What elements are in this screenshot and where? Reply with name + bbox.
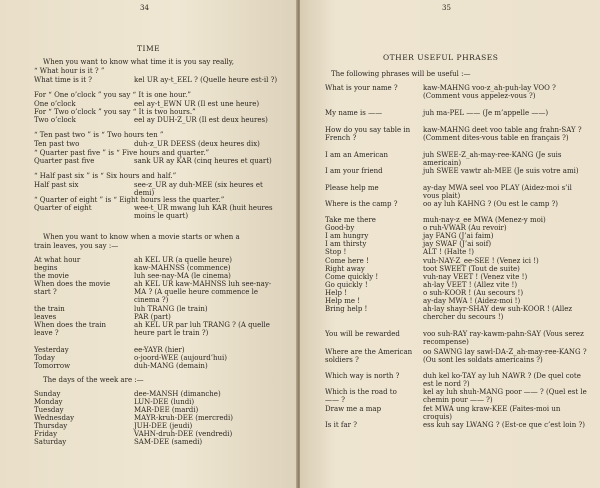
intro-line: train leaves, you say :— bbox=[34, 242, 119, 250]
english-phrase: Ten past two bbox=[34, 140, 80, 148]
phrase-row bbox=[325, 372, 587, 388]
day-row bbox=[34, 398, 282, 406]
day-row bbox=[34, 414, 282, 422]
phrase-row bbox=[34, 204, 282, 220]
french-phrase: kaw-MAHNG voo-z_ah-puh-lay VOO ? (Comment vous appelez-vous ?) bbox=[423, 84, 556, 100]
french-phrase: duh-z_UR DEESS (deux heures dix) bbox=[134, 140, 260, 148]
right-page bbox=[300, 0, 600, 488]
french-phrase: eel ay DUH-Z_UR (Il est deux heures) bbox=[134, 116, 268, 124]
french-phrase: see-z_UR ay duh-MEE (six heures et demi) bbox=[134, 181, 263, 197]
phrase-row bbox=[325, 281, 587, 289]
english-phrase: Bring help ! bbox=[325, 305, 368, 313]
english-phrase: “ Half past six ” is “ Six hours and half.” bbox=[34, 172, 177, 180]
french-phrase: PAR (part) bbox=[134, 313, 171, 321]
french-phrase: duh kel ko-TAY ay luh NAWR ? (De quel cote est le nord ?) bbox=[423, 372, 581, 388]
intro-line: When you want to know what time it is you say really, bbox=[43, 58, 234, 66]
phrase-row bbox=[325, 257, 587, 265]
french-phrase: ah-lay shayr-SHAY dew suh-KOOR ! (Allez chercher du secours !) bbox=[423, 305, 573, 321]
french-phrase: oo SAWNG lay sawl-DA-Z_ah-may-ree-KANG ? (Ou sont les soldats americains ?) bbox=[423, 348, 587, 364]
english-phrase: Go quickly ! bbox=[325, 281, 368, 289]
phrase-row bbox=[325, 84, 587, 108]
phrase-row bbox=[34, 362, 282, 370]
phrase-row bbox=[34, 108, 282, 116]
french-phrase: kel ay luh shuh-MANG poor —— ? (Quel est le chemin pour —— ?) bbox=[423, 388, 587, 404]
day-row bbox=[34, 390, 282, 398]
french-phrase: vuh-nay VEET ! (Venez vite !) bbox=[423, 273, 528, 281]
english-phrase: I am an American bbox=[325, 151, 388, 159]
french-phrase: ee-YAYR (hier) bbox=[134, 346, 185, 354]
phrase-row bbox=[325, 167, 587, 183]
day-french: JUH-DEE (jeudi) bbox=[134, 422, 193, 430]
english-phrase: leaves bbox=[34, 313, 57, 321]
day-french: dee-MANSH (dimanche) bbox=[134, 390, 221, 398]
section-title: OTHER USEFUL PHRASES bbox=[383, 53, 499, 62]
section-title: TIME bbox=[137, 44, 161, 53]
french-phrase: ALT ! (Halte !) bbox=[423, 248, 475, 256]
english-phrase: Quarter past five bbox=[34, 157, 95, 165]
french-phrase: juh ma-PEL —— (Je m’appelle ——) bbox=[423, 109, 549, 117]
english-phrase: “ Quarter past five ” is “ Five hours and quarter.” bbox=[34, 149, 210, 157]
english-phrase: You will be rewarded bbox=[325, 330, 400, 338]
day-french: LUN-DEE (lundi) bbox=[134, 398, 195, 406]
french-phrase: juh SWEE vawtr ah-MEE (Je suis votre ami) bbox=[423, 167, 579, 175]
french-phrase: toot SWEET (Tout de suite) bbox=[423, 265, 520, 273]
french-phrase: juh SWEE-Z_ah-may-ree-KANG (Je suis americain) bbox=[423, 151, 562, 167]
phrase-row bbox=[34, 354, 282, 362]
phrase-row bbox=[325, 109, 587, 125]
day-name: Tuesday bbox=[34, 406, 64, 414]
phrase-row bbox=[34, 172, 282, 180]
french-phrase: o suh-KOOR ! (Au secours !) bbox=[423, 289, 524, 297]
phrase-row bbox=[34, 256, 282, 264]
french-phrase: kaw-MAHNSS (commence) bbox=[134, 264, 231, 272]
french-phrase: duh-MANG (demain) bbox=[134, 362, 208, 370]
day-french: MAYR-kruh-DEE (mercredi) bbox=[134, 414, 233, 422]
english-phrase: What time is it ? bbox=[34, 76, 93, 84]
french-phrase: eel ay-t_EWN UR (Il est une heure) bbox=[134, 100, 260, 108]
english-phrase: Today bbox=[34, 354, 55, 362]
french-phrase: ay-day MWA seel voo PLAY (Aidez-moi s’il vous plait) bbox=[423, 184, 572, 200]
english-phrase: Yesterday bbox=[34, 346, 69, 354]
phrase-row bbox=[325, 348, 587, 372]
phrase-row bbox=[325, 232, 587, 240]
phrase-row bbox=[34, 313, 282, 321]
english-phrase: For “ One o’clock ” you say “ It is one hour.” bbox=[34, 91, 191, 99]
phrase-row bbox=[34, 100, 282, 108]
french-phrase: luh see-nay-MA (le cinema) bbox=[134, 272, 231, 280]
english-phrase: At what hour bbox=[34, 256, 81, 264]
phrase-row bbox=[325, 405, 587, 421]
intro-line: “ What hour is it ? ” bbox=[34, 67, 105, 75]
english-phrase: Please help me bbox=[325, 184, 379, 192]
english-phrase: I am hungry bbox=[325, 232, 369, 240]
english-phrase: Tomorrow bbox=[34, 362, 71, 370]
french-phrase: voo suh-RAY ray-kawm-pahn-SAY (Vous serez recompense) bbox=[423, 330, 584, 346]
phrase-row bbox=[325, 216, 587, 224]
phrase-row bbox=[325, 305, 587, 329]
english-phrase: Which is the road to —— ? bbox=[325, 388, 397, 404]
english-phrase: When does the train leave ? bbox=[34, 321, 107, 337]
day-row bbox=[34, 438, 282, 446]
phrase-row bbox=[34, 272, 282, 280]
page-number: 35 bbox=[442, 4, 451, 12]
french-phrase: jay SWAF (J’ai soif) bbox=[423, 240, 492, 248]
english-phrase: When does the movie start ? bbox=[34, 280, 111, 296]
phrase-row bbox=[325, 297, 587, 305]
english-phrase: Come quickly ! bbox=[325, 273, 379, 281]
phrase-row bbox=[34, 346, 282, 354]
french-phrase: ay-day MWA ! (Aidez-moi !) bbox=[423, 297, 521, 305]
english-phrase: For “ Two o’clock ” you say “ It is two hours.” bbox=[34, 108, 196, 116]
french-phrase: ah KEL UR (a quelle heure) bbox=[134, 256, 232, 264]
phrase-row bbox=[325, 200, 587, 216]
french-phrase: ess kuh say LWANG ? (Est-ce que c’est loin ?) bbox=[423, 421, 585, 429]
french-phrase: fet MWA ung kraw-KEE (Faites-moi un croquis) bbox=[423, 405, 561, 421]
english-phrase: Take me there bbox=[325, 216, 376, 224]
phrase-row bbox=[34, 305, 282, 313]
page-number: 34 bbox=[140, 4, 149, 12]
english-phrase: Which way is north ? bbox=[325, 372, 400, 380]
english-phrase: Help me ! bbox=[325, 297, 361, 305]
phrase-row bbox=[325, 273, 587, 281]
phrase-row bbox=[34, 196, 282, 204]
day-french: VAHN-druh-DEE (vendredi) bbox=[134, 430, 233, 438]
day-row bbox=[34, 430, 282, 438]
phrase-row bbox=[325, 184, 587, 200]
phrase-row bbox=[34, 181, 282, 197]
phrase-row bbox=[34, 91, 282, 99]
phrase-row bbox=[34, 321, 282, 345]
english-phrase: Quarter of eight bbox=[34, 204, 92, 212]
french-phrase: oo ay luh KAHNG ? (Ou est le camp ?) bbox=[423, 200, 559, 208]
english-phrase: Stop ! bbox=[325, 248, 347, 256]
french-phrase: sank UR ay KAR (cinq heures et quart) bbox=[134, 157, 272, 165]
french-phrase: muh-nay-z_ee MWA (Menez-y moi) bbox=[423, 216, 546, 224]
phrase-row bbox=[34, 264, 282, 272]
day-name: Thursday bbox=[34, 422, 68, 430]
phrase-row bbox=[34, 116, 282, 132]
intro-line: The following phrases will be useful :— bbox=[331, 70, 471, 78]
french-phrase: o-joord-WEE (aujourd’hui) bbox=[134, 354, 227, 362]
day-name: Wednesday bbox=[34, 414, 75, 422]
english-phrase: I am your friend bbox=[325, 167, 383, 175]
phrase-row bbox=[34, 140, 282, 148]
day-name: Friday bbox=[34, 430, 58, 438]
left-page bbox=[0, 0, 297, 488]
phrase-row bbox=[325, 224, 587, 232]
french-phrase: ah KEL UR kaw-MAHNSS luh see-nay-MA ? (A quelle heure commence le cinema ?) bbox=[134, 280, 272, 304]
day-name: Monday bbox=[34, 398, 63, 406]
french-phrase: luh TRANG (le train) bbox=[134, 305, 208, 313]
english-phrase: Where is the camp ? bbox=[325, 200, 398, 208]
french-phrase: kel UR ay-t_EEL ? (Quelle heure est-il ?) bbox=[134, 76, 278, 84]
french-phrase: ah KEL UR par luh TRANG ? (A quelle heure part le train ?) bbox=[134, 321, 270, 337]
phrase-row bbox=[34, 157, 282, 173]
english-phrase: “ Ten past two ” is “ Two hours ten ” bbox=[34, 131, 164, 139]
english-phrase: the movie bbox=[34, 272, 69, 280]
french-phrase: ah-lay VEET ! (Allez vite !) bbox=[423, 281, 518, 289]
french-phrase: wee-t_UR mwang luh KAR (huit heures moins le quart) bbox=[134, 204, 273, 220]
phrase-row bbox=[325, 265, 587, 273]
english-phrase: How do you say table in French ? bbox=[325, 126, 411, 142]
english-phrase: Help ! bbox=[325, 289, 348, 297]
english-phrase: Right away bbox=[325, 265, 365, 273]
phrase-row bbox=[34, 76, 282, 92]
english-phrase: the train bbox=[34, 305, 65, 313]
day-row bbox=[34, 422, 282, 430]
day-name: Sunday bbox=[34, 390, 61, 398]
english-phrase: I am thirsty bbox=[325, 240, 367, 248]
phrase-row bbox=[325, 388, 587, 404]
phrase-row bbox=[325, 126, 587, 150]
english-phrase: Draw me a map bbox=[325, 405, 382, 413]
english-phrase: Half past six bbox=[34, 181, 79, 189]
english-phrase: begins bbox=[34, 264, 58, 272]
english-phrase: “ Quarter of eight ” is “ Eight hours less the quarter.” bbox=[34, 196, 225, 204]
phrase-row bbox=[325, 248, 587, 256]
french-phrase: kaw-MAHNG deet voo table ang frahn-SAY ? (Comment dites-vous table en français ?) bbox=[423, 126, 582, 142]
english-phrase: Good-by bbox=[325, 224, 355, 232]
phrase-row bbox=[34, 131, 282, 139]
french-phrase: o ruh-VWAR (Au revoir) bbox=[423, 224, 507, 232]
phrase-row bbox=[34, 280, 282, 304]
phrase-row bbox=[325, 421, 587, 437]
french-phrase: vuh-NAY-Z_ee-SEE ! (Venez ici !) bbox=[423, 257, 539, 265]
phrase-row bbox=[325, 330, 587, 346]
day-row bbox=[34, 406, 282, 414]
phrase-row bbox=[325, 151, 587, 167]
intro-line: When you want to know when a movie starts or when a bbox=[43, 233, 240, 241]
english-phrase: What is your name ? bbox=[325, 84, 398, 92]
phrase-row bbox=[325, 289, 587, 297]
english-phrase: Is it far ? bbox=[325, 421, 357, 429]
day-french: SAM-DEE (samedi) bbox=[134, 438, 203, 446]
phrase-row bbox=[34, 149, 282, 157]
english-phrase: Come here ! bbox=[325, 257, 369, 265]
day-french: MAR-DEE (mardi) bbox=[134, 406, 199, 414]
intro-line: The days of the week are :— bbox=[43, 376, 144, 384]
english-phrase: Two o’clock bbox=[34, 116, 76, 124]
phrase-row bbox=[325, 240, 587, 248]
day-name: Saturday bbox=[34, 438, 67, 446]
english-phrase: One o’clock bbox=[34, 100, 76, 108]
english-phrase: My name is —— bbox=[325, 109, 383, 117]
french-phrase: jay FANG (J’ai faim) bbox=[423, 232, 494, 240]
english-phrase: Where are the American soldiers ? bbox=[325, 348, 413, 364]
